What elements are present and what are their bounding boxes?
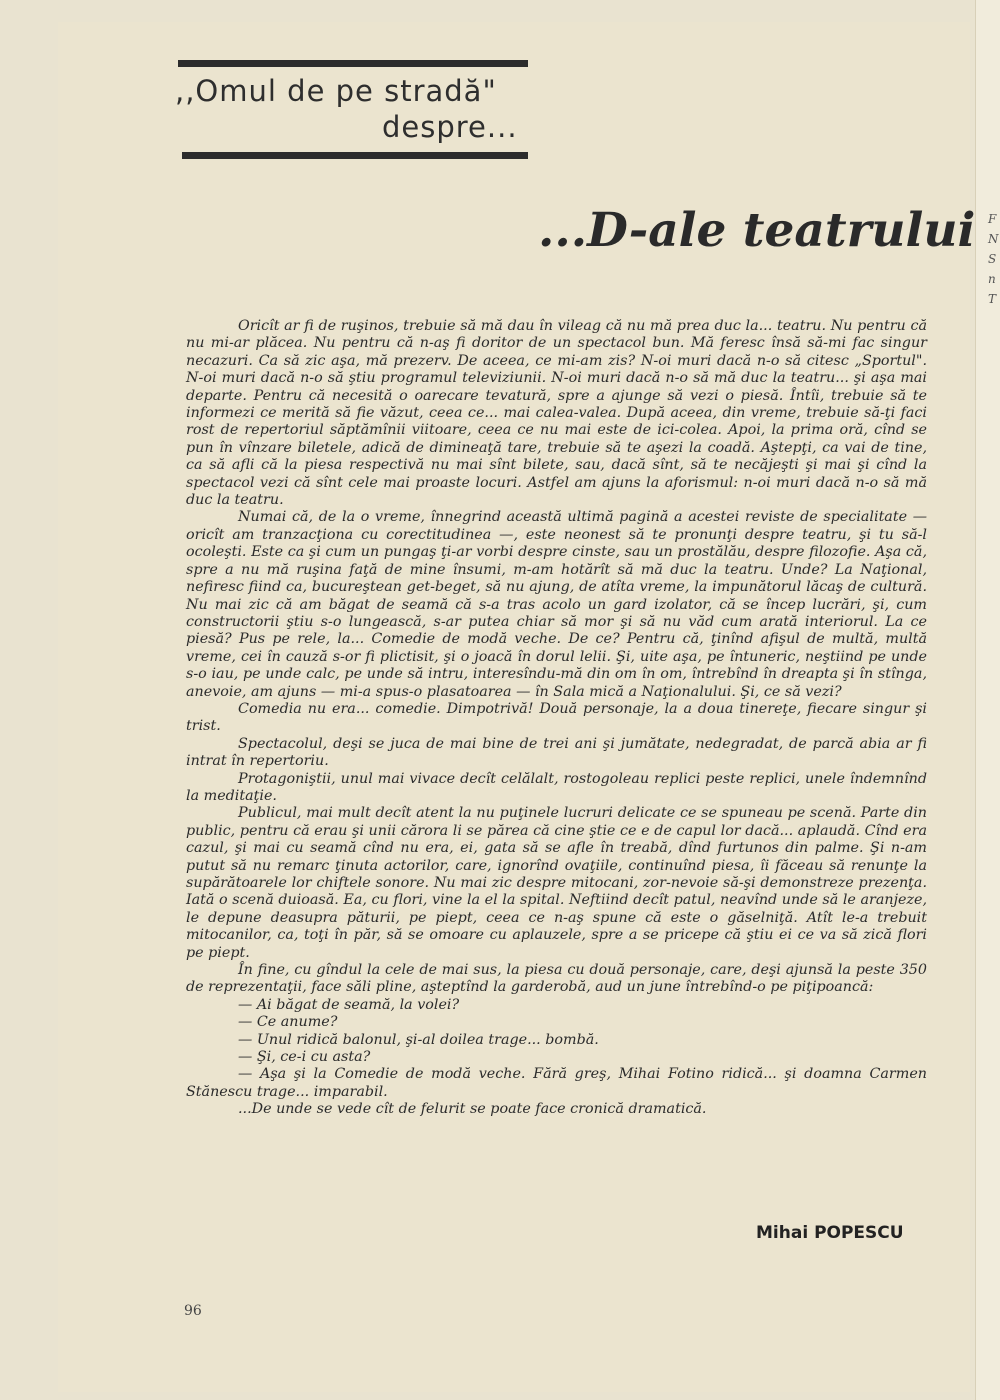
adjacent-page-letter: F xyxy=(988,212,997,226)
author-signature: Mihai POPESCU xyxy=(756,1223,904,1243)
dialogue-line: — Aşa şi la Comedie de modă veche. Fără greş, Mihai Fotino ridică... şi doamna Carmen Stănescu trage... imparabil. xyxy=(186,1066,927,1100)
adjacent-page-letter: N xyxy=(988,232,999,246)
paragraph: Spectacolul, deşi se juca de mai bine de trei ani şi jumătate, nedegradat, de parcă abia ar fi intrat în repertoriu. xyxy=(186,735,927,770)
header-line-2: despre... xyxy=(382,110,518,144)
closing-line: ...De unde se vede cît de felurit se poate face cronică dramatică. xyxy=(238,1101,707,1118)
paragraph: Oricît ar fi de ruşinos, trebuie să mă dau în vileag că nu mă prea duc la... teatru. Nu pentru că nu mi-ar plăcea. Nu pentru că n-aş fi doritor de un spectacol bun. Mă feresc însă să-mi fac singur necazuri. Ca să zic aşa, mă prezerv. De aceea, ce mi-am zis? N-oi muri dacă n-o să citesc „Sportul". N-oi muri dacă n-o să ştiu programul televiziunii. N-oi muri dacă n-o să mă duc la teatru... şi aşa mai departe. Pentru că necesită o oarecare tevatură, spre a ajunge să vezi o piesă. Întîi, trebuie să te informezi ce merită să fie văzut, ceea ce... mai calea-valea. După aceea, din vreme, trebuie să-ţi faci rost de repertoriul săptămînii viitoare, ceea ce nu mai este de ici-colea. Apoi, la prima oră, cînd se pun în vînzare biletele, adică de dimineaţă tare, trebuie să te aşezi la coadă. Aştepţi, ca vai de tine, ca să afli că la piesa respectivă nu mai sînt bilete, sau, dacă sînt, să te necăjeşti şi mai şi cînd la spectacol vezi că sînt cele mai proaste locuri. Astfel am ajuns la aforismul: n-oi muri dacă n-o să mă duc la teatru. xyxy=(186,318,927,509)
paragraph: Comedia nu era... comedie. Dimpotrivă! Două personaje, la a doua tinereţe, fiecare singur şi trist. xyxy=(186,700,927,735)
dialogue-line: — Şi, ce-i cu asta? xyxy=(238,1049,371,1066)
paragraph: Protagoniştii, unul mai vivace decît celălalt, rostogoleau replici peste replici, unele îndemnînd la meditaţie. xyxy=(186,770,927,804)
dialogue-line: — Ce anume? xyxy=(238,1014,338,1031)
header-rule-bottom xyxy=(182,152,528,159)
adjacent-page-letter: T xyxy=(988,292,997,306)
adjacent-page-edge xyxy=(975,0,1000,1400)
adjacent-page-letter: n xyxy=(988,272,996,286)
paragraph: În fine, cu gîndul la cele de mai sus, la piesa cu două personaje, care, deşi ajunsă la peste 350 de reprezentaţii, face săli pline, aşteptînd la garderobă, aud un june întrebînd-o pe piţipoancă: xyxy=(186,962,927,996)
header-rule-top xyxy=(178,60,528,67)
header-line-1: ,,Omul de pe stradă" xyxy=(175,74,497,108)
dialogue-line: — Ai băgat de seamă, la volei? xyxy=(238,996,460,1013)
article-body xyxy=(186,318,927,1119)
paragraph: Numai că, de la o vreme, înnegrind această ultimă pagină a acestei reviste de specialitate — oricît am tranzacţiona cu corectitudinea —, este neonest să te pronunţi despre teatru, şi tu să-l ocoleşti. Este ca şi cum un pungaş ţi-ar vorbi despre cinste, sau un prostălău, despre filozofie. Aşa că, spre a nu mă ruşina faţă de mine însumi, m-am hotărît să mă duc la teatru. Unde? La Naţional, nefiresc fiind ca, bucureştean get-beget, să nu ajung, de atîta vreme, la impunătorul lăcaş de cultură. Nu mai zic că am băgat de seamă că s-a tras acolo un gard izolator, că se încep lucrări, şi, cum constructorii ştiu s-o lungească, s-ar putea chiar să mor şi să nu văd cum arată interiorul. La ce piesă? Pus pe rele, la... Comedie de modă veche. De ce? Pentru că, ţinînd afişul de multă, multă vreme, cei în cauză s-or fi plictisit, şi o joacă în dorul lelii. Şi, uite aşa, pe întuneric, neştiind pe unde s-o iau, pe unde calc, pe unde să intru, interesîndu-mă din om în om, întrebînd în dreapta şi în stînga, anevoie, am ajuns — mi-a spus-o plasatoarea — în Sala mică a Naţionalului. Şi, ce să vezi? xyxy=(186,509,927,700)
article-title: ...D-ale teatrului xyxy=(538,203,976,258)
dialogue-line: — Unul ridică balonul, şi-al doilea trage... bombă. xyxy=(238,1031,599,1048)
page-number: 96 xyxy=(184,1303,202,1319)
paragraph: Publicul, mai mult decît atent la nu puţinele lucruri delicate ce se spuneau pe scenă. Parte din public, pentru că erau şi unii cărora li se părea că cine ştie ce e de capul lor dacă... aplaudă. Cînd era cazul, şi mai cu seamă cînd nu era, ei, gata să se afle în treabă, dînd furtunos din palme. Şi n-am putut să nu remarc ţinuta actorilor, care, ignorînd ovaţiile, continuînd piesa, îi făceau să renunţe la supărătoarele lor chiftele sonore. Nu mai zic despre mitocani, zor-nevoie să-şi demonstreze prezenţa. Iată o scenă duioasă. Ea, cu flori, vine la el la spital. Neftiind decît patul, neavînd unde să le aranjeze, le depune deasupra păturii, pe piept, ceea ce n-aş spune că este o găselniţă. Atît le-a trebuit mitocanilor, ca, toţi în păr, să se omoare cu aplauzele, spre a se pricepe că ştiu ei ce va să zică flori pe piept. xyxy=(186,805,927,961)
adjacent-page-letter: S xyxy=(988,252,997,266)
